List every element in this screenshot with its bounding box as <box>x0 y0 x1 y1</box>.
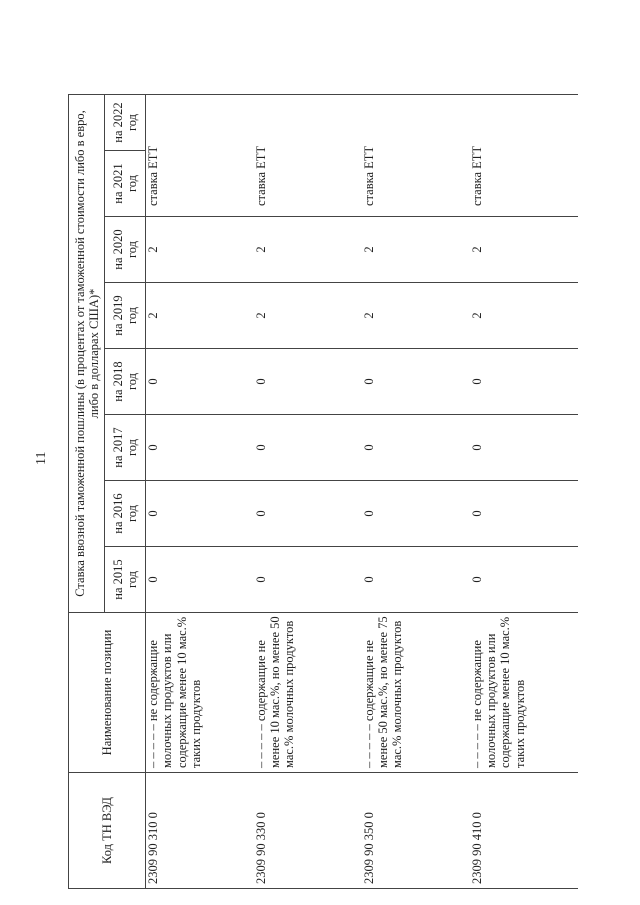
header-year: на 2015 год <box>105 547 146 613</box>
header-year: на 2021 год <box>105 151 146 217</box>
row-code: 2309 90 330 0 <box>254 773 362 889</box>
rate-cell: 0 <box>146 547 254 613</box>
rate-cell: 0 <box>254 349 362 415</box>
rate-cell: 0 <box>254 547 362 613</box>
header-rate: Ставка ввозной таможенной пошлины (в процентах от таможенной стоимости либо в евро, либо в долларах США)* <box>69 95 105 613</box>
rate-cell: 0 <box>362 547 470 613</box>
table-row <box>146 95 254 889</box>
rate-cell: 0 <box>146 415 254 481</box>
rate-cell: 0 <box>362 415 470 481</box>
row-name: – – – – – не содержащие молочных продуктов или содержащие менее 10 мас.% таких продуктов <box>146 613 254 773</box>
header-year: на 2020 год <box>105 217 146 283</box>
header-name: Наименование позиции <box>69 613 146 773</box>
rate-cell: 2 <box>146 217 254 283</box>
rate-cell: 0 <box>470 349 578 415</box>
header-year: на 2016 год <box>105 481 146 547</box>
rate-cell: 0 <box>146 481 254 547</box>
rate-cell: 0 <box>254 415 362 481</box>
rate-cell: 0 <box>254 481 362 547</box>
rate-cell: 0 <box>362 349 470 415</box>
row-code: 2309 90 410 0 <box>470 773 578 889</box>
row-name: – – – – – не содержащие молочных продуктов или содержащие менее 10 мас.% таких продуктов <box>470 613 578 773</box>
header-year: на 2022 год <box>105 95 146 151</box>
table-row <box>362 95 470 889</box>
rate-cell: 2 <box>254 217 362 283</box>
page-number: 11 <box>34 451 49 465</box>
ett-rate: ставка ЕТТ <box>254 95 362 217</box>
tariff-table <box>68 94 578 889</box>
rate-cell: 0 <box>362 481 470 547</box>
ett-rate: ставка ЕТТ <box>470 95 578 217</box>
table-row <box>470 95 578 889</box>
ett-rate: ставка ЕТТ <box>146 95 254 217</box>
rate-cell: 2 <box>362 283 470 349</box>
rate-cell: 2 <box>362 217 470 283</box>
header-year: на 2019 год <box>105 283 146 349</box>
rate-cell: 2 <box>470 283 578 349</box>
rate-cell: 0 <box>470 481 578 547</box>
table-row <box>254 95 362 889</box>
rate-cell: 0 <box>470 547 578 613</box>
rate-cell: 2 <box>254 283 362 349</box>
rate-cell: 0 <box>470 415 578 481</box>
rate-cell: 0 <box>146 349 254 415</box>
ett-rate: ставка ЕТТ <box>362 95 470 217</box>
row-name: – – – – – содержащие не менее 50 мас.%, но менее 75 мас.% молочных продуктов <box>362 613 470 773</box>
rate-cell: 2 <box>470 217 578 283</box>
header-code: Код ТН ВЭД <box>69 773 146 889</box>
header-year: на 2017 год <box>105 415 146 481</box>
row-name: – – – – – содержащие не менее 10 мас.%, но менее 50 мас.% молочных продуктов <box>254 613 362 773</box>
rate-cell: 2 <box>146 283 254 349</box>
row-code: 2309 90 310 0 <box>146 773 254 889</box>
row-code: 2309 90 350 0 <box>362 773 470 889</box>
header-year: на 2018 год <box>105 349 146 415</box>
